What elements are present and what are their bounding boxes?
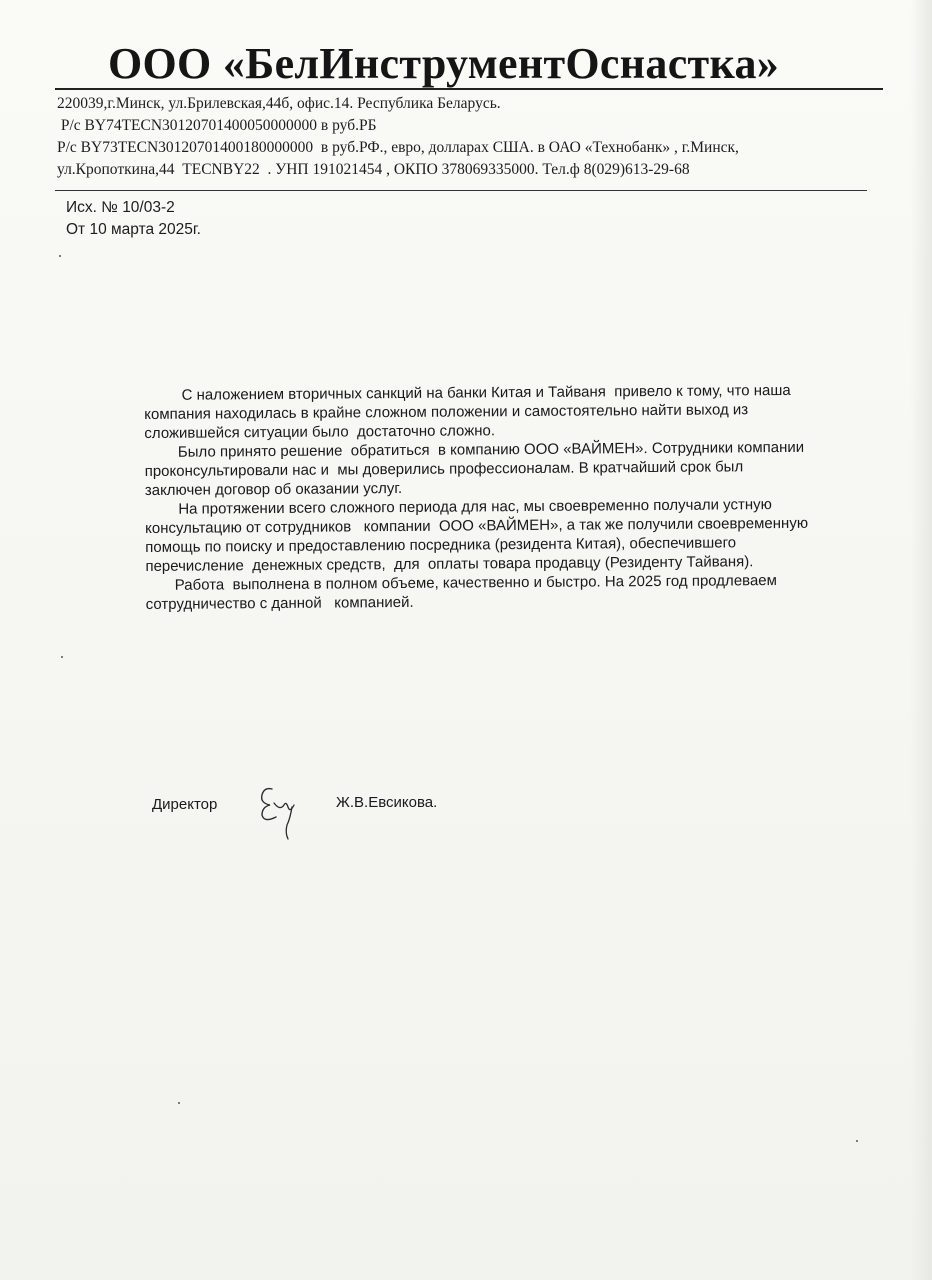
body-line: заключен договор об оказании услуг.	[144, 479, 403, 499]
paper-speck	[856, 1140, 858, 1142]
body-line: проконсультировали нас и мы доверились профессионалам. В кратчайший срок был	[144, 458, 744, 480]
paper-speck	[178, 1102, 180, 1104]
company-bank-line: ул.Кропоткина,44 TECNBY22 . УНП 191021454 , ОКПО 378069335000. Тел.ф 8(029)613-29-68	[57, 161, 690, 178]
outgoing-number: Исх. № 10/03-2	[66, 199, 175, 216]
details-rule	[55, 190, 867, 191]
company-account-line-2: Р/с BY73TECN30120701400180000000 в руб.РФ., евро, долларах США. в ОАО «Технобанк» , г.Минск,	[57, 139, 739, 156]
signature-block	[152, 785, 572, 845]
body-line: сложившейся ситуации было достаточно сложно.	[144, 422, 496, 442]
company-address-line: 220039,г.Минск, ул.Брилевская,44б, офис.14. Республика Беларусь.	[57, 95, 501, 112]
body-line: С наложением вторичных санкций на банки Китая и Тайваня привело к тому, что наша	[144, 381, 791, 404]
body-line: На протяжении всего сложного периода для нас, мы своевременно получали устную	[144, 496, 772, 518]
body-line: консультацию от сотрудников компании ООО «ВАЙМЕН», а так же получили своевременную	[145, 514, 809, 537]
body-line: компания находилась в крайне сложном положении и самостоятельно найти выход из	[144, 401, 749, 423]
company-account-line-1: Р/с BY74TECN30120701400050000000 в руб.РБ	[57, 117, 377, 134]
paper-edge-shadow	[910, 0, 932, 1280]
body-line: помощь по поиску и предоставлению посредника (резидента Китая), обеспечившего	[145, 534, 737, 556]
paper-speck	[61, 656, 63, 658]
body-line: Было принято решение обратиться в компанию ООО «ВАЙМЕН». Сотрудники компании	[144, 438, 805, 461]
header-rule	[55, 88, 883, 90]
company-details	[57, 93, 739, 181]
body-line: Работа выполнена в полном объеме, качественно и быстро. На 2025 год продлеваем	[145, 572, 777, 594]
letter-reference	[66, 197, 201, 241]
body-line: перечисление денежных средств, для оплаты товара продавцу (Резиденту Тайваня).	[145, 553, 754, 575]
letter-date: От 10 марта 2025г.	[66, 221, 201, 238]
body-line: сотрудничество с данной компанией.	[145, 593, 414, 613]
company-name: ООО «БелИнструментОснастка»	[108, 39, 780, 88]
signatory-name: Ж.В.Евсикова.	[336, 794, 438, 811]
signatory-title: Директор	[152, 796, 218, 813]
letter-body	[144, 380, 886, 614]
paper-speck	[59, 255, 61, 257]
handwritten-signature	[254, 785, 306, 841]
